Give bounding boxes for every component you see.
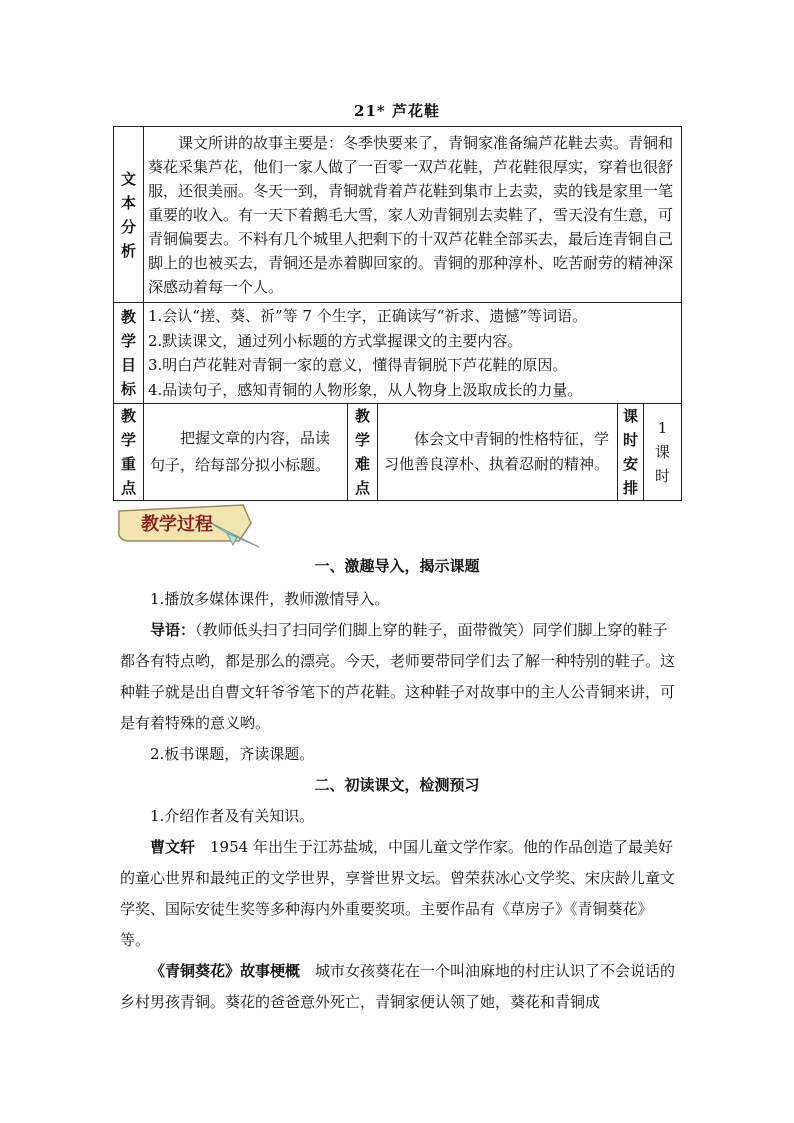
difficulty-header-char: 学 <box>354 431 370 449</box>
schedule-value <box>644 404 682 501</box>
goals-header <box>114 303 144 404</box>
goals-row <box>114 303 682 404</box>
focus-row <box>114 404 682 501</box>
key-points-text: 把握文章的内容，品读句子，给每部分拟小标题。 <box>144 404 348 501</box>
author-label: 曹文轩 <box>150 838 196 856</box>
lesson-plan-table <box>113 126 682 501</box>
key-header-char: 教 <box>120 407 136 425</box>
intro-text: （教师低头扫了扫同学们脚上穿的鞋子，面带微笑）同学们脚上穿的鞋子都各有特点哟，都是那么的漂亮。今天，老师要带同学们去了解一种特别的鞋子。这种鞋子就是出自曹文轩爷爷笔下的芦花鞋。这种鞋子对故事中的主人公青铜来讲，可是有着特殊的意义哟。 <box>120 621 676 732</box>
section1-step2: 2.板书课题，齐读课题。 <box>150 745 315 763</box>
schedule-value-char: 时 <box>655 467 671 485</box>
goals-header-char: 学 <box>120 332 136 350</box>
schedule-header-char: 安 <box>622 455 638 473</box>
goal-item: 2.默读课文，通过列小标题的方式掌握课文的主要内容。 <box>148 331 523 350</box>
author-text: 1954 年出生于江苏盐城，中国儿童文学作家。他的作品创造了最美好的童心世界和最纯正的文学世界，享誉世界文坛。曾荣获冰心文学奖、宋庆龄儿童文学奖、国际安徒生奖等多种海内外重要奖项。主要作品有《草房子》《青铜葵花》等。 <box>120 838 676 949</box>
key-points-header <box>114 404 144 501</box>
analysis-header-char: 文 <box>120 169 136 188</box>
analysis-row <box>114 127 682 303</box>
goal-item: 1.会认“搓、葵、祈”等 7 个生字，正确读写“祈求、遗憾”等词语。 <box>148 307 588 325</box>
key-header-char: 重 <box>120 455 136 473</box>
goals-list <box>144 303 682 404</box>
schedule-header-char: 时 <box>622 431 638 449</box>
key-header-char: 学 <box>120 431 136 449</box>
key-header-char: 点 <box>120 479 136 497</box>
goal-item: 4.品读句子，感知青铜的人物形象，从人物身上汲取成长的力量。 <box>148 380 583 399</box>
schedule-header-char: 课 <box>622 407 638 425</box>
difficulty-text: 体会文中青铜的性格特征，学习他善良淳朴、执着忍耐的精神。 <box>378 404 618 501</box>
teaching-process-banner <box>115 493 260 549</box>
author-paragraph <box>120 832 678 956</box>
analysis-header <box>114 127 144 303</box>
schedule-value-char: 1 <box>657 419 668 437</box>
section2-step1: 1.介绍作者及有关知识。 <box>150 807 315 825</box>
section1-intro-paragraph <box>120 615 678 739</box>
analysis-header-char: 分 <box>120 217 136 236</box>
analysis-header-char: 析 <box>120 241 136 260</box>
banner-label: 教学过程 <box>141 514 213 535</box>
goals-header-char: 目 <box>120 356 136 374</box>
story-summary-label: 《青铜葵花》故事梗概 <box>150 962 301 980</box>
schedule-header <box>618 404 644 501</box>
difficulty-header-char: 点 <box>354 479 370 497</box>
analysis-header-char: 本 <box>120 193 136 212</box>
difficulty-header <box>348 404 378 501</box>
story-summary-text: 城市女孩葵花在一个叫油麻地的村庄认识了不会说话的乡村男孩青铜。葵花的爸爸意外死亡，青铜家便认领了她，葵花和青铜成 <box>120 962 676 1011</box>
story-summary-paragraph <box>120 956 678 1018</box>
schedule-header-char: 排 <box>622 479 638 497</box>
section2-heading: 二、初读课文，检测预习 <box>314 776 480 794</box>
intro-label: 导语： <box>150 621 196 639</box>
lesson-title: 21* 芦花鞋 <box>354 102 440 120</box>
section1-step1: 1.播放多媒体课件，教师激情导入。 <box>150 590 390 608</box>
goals-header-char: 教 <box>120 308 136 326</box>
analysis-text: 课文所讲的故事主要是：冬季快要来了，青铜家准备编芦花鞋去卖。青铜和葵花采集芦花，他们一家人做了一百零一双芦花鞋，芦花鞋很厚实，穿着也很舒服，还很美丽。冬天一到，青铜就背着芦花鞋到集市上去卖，卖的钱是家里一笔重要的收入。有一天下着鹅毛大雪，家人劝青铜别去卖鞋了，雪天没有生意，可青铜偏要去。不料有几个城里人把剩下的十双芦花鞋全部买去，最后连青铜自己脚上的也被买去，青铜还是赤着脚回家的。青铜的那种淳朴、吃苦耐劳的精神深深感动着每一个人。 <box>144 127 682 303</box>
section1-heading: 一、激趣导入，揭示课题 <box>314 557 480 575</box>
schedule-value-char: 课 <box>655 443 671 461</box>
goal-item: 3.明白芦花鞋对青铜一家的意义，懂得青铜脱下芦花鞋的原因。 <box>148 356 568 374</box>
difficulty-header-char: 难 <box>354 455 370 473</box>
difficulty-header-char: 教 <box>354 407 370 425</box>
goals-header-char: 标 <box>120 380 136 398</box>
